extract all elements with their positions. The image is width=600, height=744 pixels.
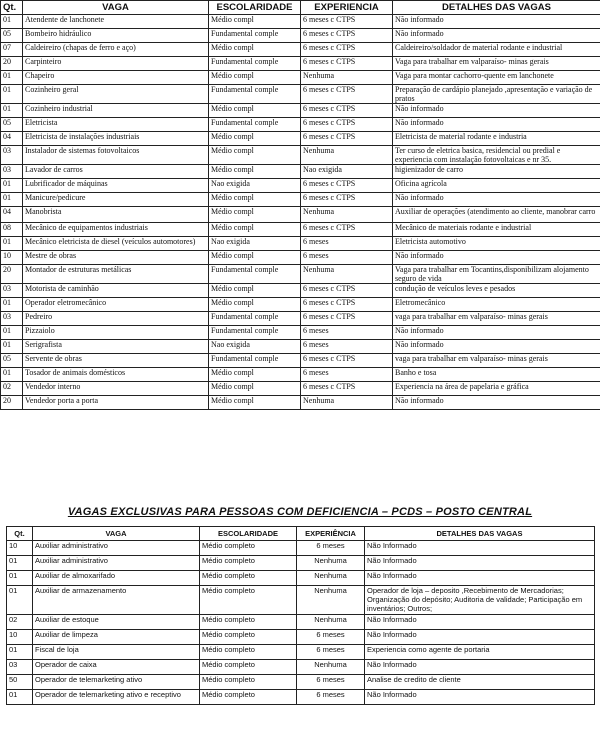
cell-vaga: Serigrafista [23,340,209,354]
cell-detalhes: vaga para trabalhar em valparaíso- minas gerais [393,312,600,326]
table-row [1,193,600,207]
cell-escolaridade: Médio compl [209,132,301,146]
cell-qt: 01 [1,340,23,354]
cell-qt: 01 [1,326,23,340]
cell-qt: 08 [1,223,23,237]
cell-detalhes: Não informado [393,118,600,132]
cell-detalhes: Não informado [393,29,600,43]
table-row [7,556,595,571]
cell-qt: 01 [1,104,23,118]
cell-vaga: Auxiliar administrativo [33,541,200,556]
table-row [1,179,600,193]
cell-escolaridade: Médio completo [200,615,297,630]
table-row [7,645,595,660]
cell-detalhes: Caldeireiro/soldador de material rodante e industrial [393,43,600,57]
cell-vaga: Mestre de obras [23,251,209,265]
table-row [1,354,600,368]
cell-escolaridade: Médio completo [200,690,297,705]
cell-escolaridade: Médio completo [200,586,297,615]
cell-escolaridade: Médio compl [209,43,301,57]
cell-qt: 01 [7,556,33,571]
cell-escolaridade: Fundamental comple [209,354,301,368]
cell-vaga: Mecânico eletricista de diesel (veículos automotores) [23,237,209,251]
cell-vaga: Lavador de carros [23,165,209,179]
cell-vaga: Caldeireiro (chapas de ferro e aço) [23,43,209,57]
cell-detalhes: Eletricista automotivo [393,237,600,251]
table-row [1,237,600,251]
table-row [7,615,595,630]
cell-qt: 01 [1,193,23,207]
cell-escolaridade: Fundamental comple [209,57,301,71]
cell-experiencia: Nenhuma [297,571,365,586]
cell-qt: 10 [7,630,33,645]
cell-vaga: Tosador de animais domésticos [23,368,209,382]
cell-detalhes: Mecânico de materiais rodante e industrial [393,223,600,237]
cell-experiencia: 6 meses c CTPS [301,132,393,146]
cell-experiencia: 6 meses [301,326,393,340]
cell-detalhes: Não informado [393,340,600,354]
cell-experiencia: Nenhuma [301,207,393,223]
table-row [1,15,600,29]
cell-qt: 20 [1,265,23,284]
pcd-vacancies-table-body [7,541,595,705]
cell-escolaridade: Médio compl [209,396,301,410]
cell-experiencia: 6 meses [301,340,393,354]
cell-detalhes: Ter curso de eletrica basica, residencial ou predial e experiencia com instalação fotovoltaicas e nr 35. [393,146,600,165]
cell-qt: 03 [1,284,23,298]
cell-qt: 01 [1,237,23,251]
cell-escolaridade: Médio compl [209,193,301,207]
header-vaga: VAGA [23,1,209,15]
table-row [7,660,595,675]
cell-detalhes: Experiencia como agente de portaria [365,645,595,660]
header-experiencia: EXPERIÊNCIA [297,527,365,541]
cell-escolaridade: Médio compl [209,146,301,165]
cell-vaga: Cozinheiro geral [23,85,209,104]
cell-detalhes: Não Informado [365,615,595,630]
header-qt: Qt. [7,527,33,541]
cell-qt: 01 [7,586,33,615]
cell-experiencia: 6 meses c CTPS [301,193,393,207]
cell-qt: 50 [7,675,33,690]
table-row [1,326,600,340]
cell-qt: 01 [7,690,33,705]
table-row [1,43,600,57]
cell-detalhes: Operador de loja – deposito ,Recebimento de Mercadorias; Organização do depósito; Auditoria de validade; Participação em inventários; Outros; [365,586,595,615]
cell-escolaridade: Fundamental comple [209,265,301,284]
cell-experiencia: Nenhuma [301,146,393,165]
cell-detalhes: Preparação de cardápio planejado ,apresentação e variação de pratos [393,85,600,104]
cell-escolaridade: Nao exigida [209,340,301,354]
cell-qt: 07 [1,43,23,57]
cell-experiencia: Nenhuma [297,556,365,571]
cell-detalhes: Não informado [393,396,600,410]
pcd-vacancies-table [6,526,595,705]
cell-escolaridade: Médio compl [209,251,301,265]
cell-qt: 02 [7,615,33,630]
cell-detalhes: Não informado [393,104,600,118]
cell-experiencia: 6 meses c CTPS [301,382,393,396]
cell-vaga: Atendente de lanchonete [23,15,209,29]
cell-escolaridade: Fundamental comple [209,118,301,132]
cell-vaga: Operador de caixa [33,660,200,675]
header-detalhes: DETALHES DAS VAGAS [365,527,595,541]
table-row [7,571,595,586]
cell-experiencia: Nenhuma [301,71,393,85]
cell-vaga: Auxiliar de estoque [33,615,200,630]
table-row [1,146,600,165]
cell-qt: 01 [1,298,23,312]
table-row [1,71,600,85]
cell-detalhes: Vaga para trabalhar em Tocantins,disponibilizam alojamento seguro de vida [393,265,600,284]
cell-qt: 10 [1,251,23,265]
cell-experiencia: 6 meses [301,251,393,265]
cell-qt: 20 [1,57,23,71]
cell-detalhes: Não Informado [365,660,595,675]
cell-escolaridade: Médio completo [200,630,297,645]
cell-detalhes: Vaga para montar cachorro-quente em lanchonete [393,71,600,85]
cell-vaga: Fiscal de loja [33,645,200,660]
cell-detalhes: Banho e tosa [393,368,600,382]
cell-detalhes: Analise de credito de cliente [365,675,595,690]
cell-escolaridade: Fundamental comple [209,326,301,340]
cell-vaga: Operador de telemarketing ativo [33,675,200,690]
cell-detalhes: Não Informado [365,571,595,586]
cell-escolaridade: Médio compl [209,207,301,223]
cell-detalhes: Auxiliar de operações (atendimento ao cliente, manobrar carro [393,207,600,223]
cell-vaga: Eletricista de instalações industriais [23,132,209,146]
table-row [7,586,595,615]
table-row [1,104,600,118]
cell-escolaridade: Fundamental comple [209,312,301,326]
table-row [7,541,595,556]
cell-qt: 01 [7,571,33,586]
header-experiencia: EXPERIENCIA [301,1,393,15]
cell-detalhes: Oficina agrícola [393,179,600,193]
cell-detalhes: Não informado [393,15,600,29]
cell-detalhes: Eletromecânico [393,298,600,312]
cell-escolaridade: Médio completo [200,556,297,571]
table-row [1,29,600,43]
table-row [7,630,595,645]
cell-qt: 01 [7,645,33,660]
table-row [1,223,600,237]
table-row [1,284,600,298]
cell-escolaridade: Nao exigida [209,237,301,251]
cell-experiencia: Nao exigida [301,165,393,179]
cell-escolaridade: Médio compl [209,223,301,237]
cell-detalhes: vaga para trabalhar em valparaíso- minas gerais [393,354,600,368]
table-row [1,165,600,179]
cell-detalhes: Experiencia na área de papelaria e gráfica [393,382,600,396]
cell-escolaridade: Médio compl [209,382,301,396]
cell-experiencia: 6 meses [297,690,365,705]
cell-vaga: Vendedor interno [23,382,209,396]
header-escolaridade: ESCOLARIDADE [209,1,301,15]
cell-vaga: Pedreiro [23,312,209,326]
cell-detalhes: Não informado [393,326,600,340]
cell-qt: 03 [7,660,33,675]
cell-vaga: Instalador de sistemas fotovoltaicos [23,146,209,165]
cell-detalhes: Não informado [393,193,600,207]
cell-qt: 03 [1,165,23,179]
cell-vaga: Auxiliar de almoxarifado [33,571,200,586]
cell-escolaridade: Médio compl [209,165,301,179]
cell-qt: 01 [1,15,23,29]
cell-experiencia: Nenhuma [301,396,393,410]
table-header-row [7,527,595,541]
cell-vaga: Servente de obras [23,354,209,368]
cell-escolaridade: Médio compl [209,298,301,312]
table-row [1,368,600,382]
table-row [1,265,600,284]
cell-escolaridade: Médio completo [200,675,297,690]
table-row [1,118,600,132]
cell-qt: 04 [1,132,23,146]
header-escolaridade: ESCOLARIDADE [200,527,297,541]
table-row [1,57,600,71]
cell-detalhes: condução de veículos leves e pesados [393,284,600,298]
cell-detalhes: Não informado [393,251,600,265]
cell-vaga: Operador eletromecânico [23,298,209,312]
cell-escolaridade: Médio compl [209,71,301,85]
table-row [1,382,600,396]
table-row [1,298,600,312]
cell-vaga: Manicure/pedicure [23,193,209,207]
cell-experiencia: 6 meses [297,675,365,690]
cell-qt: 04 [1,207,23,223]
cell-detalhes: Não Informado [365,630,595,645]
cell-vaga: Auxiliar de limpeza [33,630,200,645]
cell-qt: 20 [1,396,23,410]
cell-qt: 01 [1,179,23,193]
cell-vaga: Pizzaiolo [23,326,209,340]
cell-escolaridade: Médio compl [209,368,301,382]
header-vaga: VAGA [33,527,200,541]
cell-qt: 05 [1,118,23,132]
cell-experiencia: 6 meses c CTPS [301,118,393,132]
table-header-row [1,1,600,15]
cell-qt: 03 [1,146,23,165]
header-qt: Qt. [1,1,23,15]
cell-experiencia: 6 meses c CTPS [301,15,393,29]
cell-experiencia: 6 meses c CTPS [301,57,393,71]
section-title: VAGAS EXCLUSIVAS PARA PESSOAS COM DEFICIENCIA – PCDS – POSTO CENTRAL [67,506,533,518]
cell-experiencia: 6 meses [297,630,365,645]
cell-vaga: Montador de estruturas metálicas [23,265,209,284]
cell-detalhes: higienizador de carro [393,165,600,179]
vacancies-table-body [1,15,600,410]
cell-escolaridade: Médio compl [209,104,301,118]
cell-escolaridade: Médio completo [200,645,297,660]
cell-vaga: Carpinteiro [23,57,209,71]
table-row [7,690,595,705]
cell-detalhes: Vaga para trabalhar em valparaíso- minas gerais [393,57,600,71]
cell-vaga: Motorista de caminhão [23,284,209,298]
cell-detalhes: Eletricista de material rodante e industria [393,132,600,146]
table-row [1,340,600,354]
cell-vaga: Vendedor porta a porta [23,396,209,410]
cell-experiencia: 6 meses c CTPS [301,223,393,237]
cell-experiencia: Nenhuma [297,615,365,630]
cell-vaga: Manobrista [23,207,209,223]
cell-experiencia: 6 meses c CTPS [301,104,393,118]
cell-escolaridade: Médio completo [200,660,297,675]
cell-vaga: Chapeiro [23,71,209,85]
cell-vaga: Mecânico de equipamentos industriais [23,223,209,237]
cell-experiencia: Nenhuma [301,265,393,284]
cell-qt: 10 [7,541,33,556]
cell-escolaridade: Médio completo [200,541,297,556]
cell-experiencia: 6 meses c CTPS [301,43,393,57]
cell-experiencia: 6 meses [301,368,393,382]
cell-vaga: Auxiliar administrativo [33,556,200,571]
cell-qt: 03 [1,312,23,326]
cell-vaga: Operador de telemarketing ativo e receptivo [33,690,200,705]
cell-experiencia: 6 meses [297,645,365,660]
cell-escolaridade: Médio completo [200,571,297,586]
cell-experiencia: 6 meses c CTPS [301,284,393,298]
table-row [1,312,600,326]
cell-escolaridade: Fundamental comple [209,29,301,43]
table-row [1,396,600,410]
cell-vaga: Auxiliar de armazenamento [33,586,200,615]
table-row [1,85,600,104]
cell-experiencia: 6 meses c CTPS [301,312,393,326]
cell-experiencia: 6 meses [301,237,393,251]
cell-qt: 05 [1,354,23,368]
cell-vaga: Bombeiro hidráulico [23,29,209,43]
cell-experiencia: Nenhuma [297,586,365,615]
cell-vaga: Lubrificador de máquinas [23,179,209,193]
cell-experiencia: Nenhuma [297,660,365,675]
cell-escolaridade: Fundamental comple [209,85,301,104]
cell-escolaridade: Médio compl [209,284,301,298]
cell-experiencia: 6 meses c CTPS [301,85,393,104]
cell-qt: 05 [1,29,23,43]
cell-qt: 01 [1,71,23,85]
cell-experiencia: 6 meses c CTPS [301,298,393,312]
cell-experiencia: 6 meses c CTPS [301,179,393,193]
cell-experiencia: 6 meses c CTPS [301,354,393,368]
cell-experiencia: 6 meses c CTPS [301,29,393,43]
header-detalhes: DETALHES DAS VAGAS [393,1,600,15]
table-row [7,675,595,690]
cell-qt: 02 [1,382,23,396]
cell-qt: 01 [1,85,23,104]
table-row [1,207,600,223]
cell-escolaridade: Médio compl [209,15,301,29]
cell-vaga: Eletricista [23,118,209,132]
cell-detalhes: Não Informado [365,541,595,556]
cell-detalhes: Não Informado [365,690,595,705]
table-row [1,132,600,146]
cell-qt: 01 [1,368,23,382]
cell-vaga: Cozinheiro industrial [23,104,209,118]
table-row [1,251,600,265]
cell-experiencia: 6 meses [297,541,365,556]
cell-detalhes: Não Informado [365,556,595,571]
cell-escolaridade: Nao exigida [209,179,301,193]
